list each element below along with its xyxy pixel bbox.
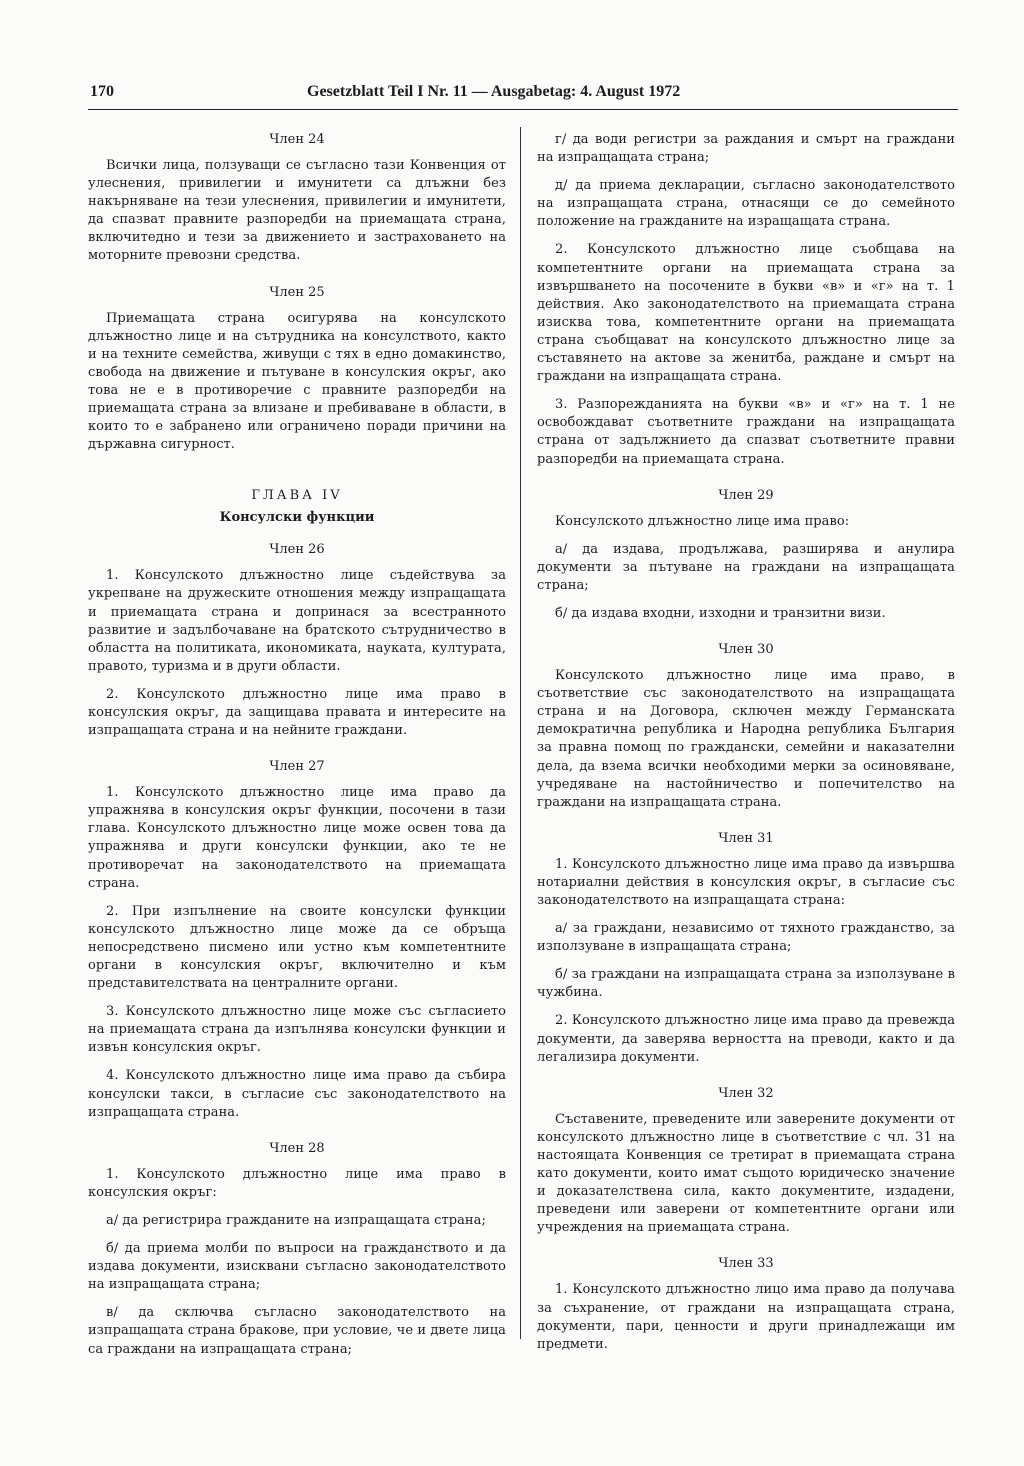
article-28-title: Член 28	[269, 1140, 325, 1156]
article-31-para-1: 1. Консулското длъжностно лице има право да извършва нотариални действия в консулския окръг, в съгласие със законодателството на изпращащата страна:	[537, 856, 955, 908]
article-27-para-3: 3. Консулското длъжностно лице може със съгласието на приемащата страна да изпълнява консулски функции и извън консулския окръг.	[88, 1004, 506, 1056]
article-31-title: Член 31	[718, 830, 774, 846]
article-28-para-b: б/ да приема молби по въпроси на гражданството и да издава документи, изисквани съгласно законодателството на изпращащата страна;	[88, 1241, 506, 1293]
article-24-title: Член 24	[269, 132, 325, 147]
page-number: 170	[90, 83, 114, 100]
article-28-para-2: 2. Консулското длъжностно лице съобщава на компетентните органи на приемащата страна за извършването на посочените в букви «в» и «г» на т. 1 действия. Ако законодателството на приемащата страна изисква това, компетентните органи на приемащата страна съобщават на консулското длъжностно лице за съставянето на актове за женитба, раждане и смърт на граждани на изпращащата страна.	[537, 242, 955, 385]
article-26-title: Член 26	[269, 542, 325, 558]
chapter-subtitle: Консулски функции	[219, 510, 375, 526]
article-29-para-b: б/ да издава входни, изходни и транзитни визи.	[555, 605, 886, 621]
article-29-para-a: а/ да издава, продължава, разширява и анулира документи за пътуване на граждани на изпращащата страна;	[537, 541, 955, 593]
article-30-text: Консулското длъжностно лице има право, в съответствие със законодателството на изпращащата страна и на Договора, сключен между Германската демократична република и Народна република България за правна помощ по граждански, семейни и наказателни дела, да взема всички необходими мерки за осиновяване, учредяване на настойничество и попечителство на граждани на изпращащата страна.	[537, 668, 955, 810]
article-26-para-2: 2. Консулското длъжностно лице има право в консулския окръг, да защищава правата и интересите на изпращащата страна и на нейните граждани.	[88, 686, 506, 739]
article-31-para-2: 2. Консулското длъжностно лице има право да превежда документи, да заверява верността на преводи, както и да легализира документи.	[537, 1013, 955, 1065]
article-27-para-1: 1. Консулското длъжностно лице има право да упражнява в консулския окръг функции, посочени в тази глава. Консулското длъжностно лице може освен това да упражнява и други консулски функции, ако те не противоречат на законодателството на приемащата страна.	[88, 785, 506, 891]
article-33-text: 1. Консулското длъжностно лицо има право да получава за съхранение, от граждани на изпращащата страна, документи, пари, ценности и други принадлежащи им предмети.	[537, 1282, 955, 1352]
column-divider	[520, 127, 521, 1339]
running-title: Gesetzblatt Teil I Nr. 11 — Ausgabetag: 4. August 1972	[307, 83, 681, 100]
article-28-para-a: а/ да регистрира гражданите на изпращащата страна;	[106, 1212, 486, 1228]
article-28-para-3: 3. Разпорежданията на букви «в» и «г» на т. 1 не освобождават съответните граждани на изпращащата страна от задължнието да спазват съответните правни разпоредби на приемащата страна.	[537, 397, 955, 467]
article-27-para-4: 4. Консулското длъжностно лице има право да събира консулски такси, в съгласие със законодателството на изпращащата страна.	[88, 1068, 506, 1120]
article-32-title: Член 32	[718, 1085, 774, 1101]
article-31-para-b: б/ за граждани на изпращащата страна за използуване в чужбина.	[537, 967, 955, 1001]
article-25-text: Приемащата страна осигурява на консулското длъжностно лице и на сътрудника на консулството, както и на техните семейства, живущи с тях в едно домакинство, свобода на движение и пътуване в консулския окръг, ако това не е в противоречие с правните разпоредби на приемащата страна за влизане и пребиваване в области, в които то е забранено или ограничено поради причини на държавна сигурност.	[88, 310, 506, 453]
article-29-para-1: Консулското длъжностно лице има право:	[555, 513, 850, 529]
article-26-para-1: 1. Консулското длъжностно лице съдействува за укрепване на дружеските отношения между изпращащата и приемащата страна и допринася за всестранното развитие и задълбочаване на братското сътрудничество в областта на политиката, икономиката, науката, културата, правото, туризма и в други области.	[88, 568, 506, 674]
header-rule	[88, 109, 958, 110]
left-column	[88, 131, 506, 1369]
article-28-para-v: в/ да сключва съгласно законодателството на изпращащата страна бракове, при условие, че и двете лица са граждани на изпращащата страна;	[88, 1305, 506, 1357]
article-28-para-g: г/ да води регистри за раждания и смърт на граждани на изпращащата страна;	[537, 132, 955, 166]
article-25-title: Член 25	[269, 284, 325, 300]
article-30-title: Член 30	[718, 642, 774, 658]
article-28-para-1: 1. Консулското длъжностно лице има право в консулския окръг:	[88, 1166, 506, 1200]
article-28-para-d: д/ да приема декларации, съгласно законодателството на изпращащата страна, отнасящи се до семейното положение на гражданите на изращащата страна.	[537, 178, 955, 230]
article-27-title: Член 27	[269, 759, 325, 775]
article-33-title: Член 33	[718, 1256, 774, 1272]
article-32-text: Съставените, преведените или заверените документи от консулското длъжностно лице в съответствие с чл. 31 на настоящата Конвенция се третират в приемащата страна като документи, които имат същото юридическо значение и доказателствена сила, както документите, издадени, преведени или заверени от компетентните органи или учреждения на приемащата страна.	[537, 1111, 955, 1236]
article-31-para-a: а/ за граждани, независимо от тяхното гражданство, за използуване в изпращащата страна;	[537, 921, 955, 955]
article-27-para-2: 2. При изпълнение на своите консулски функции консулското длъжностно лице може да се обръща непосредствено писмено или устно към компетентните органи в консулския окръг, включително и към представителствата на централните органи.	[88, 903, 506, 992]
article-29-title: Член 29	[718, 487, 774, 503]
article-24-text: Всички лица, ползуващи се съгласно тази Конвенция от улеснения, привилегии и имунитети са длъжни без накърняване на тези улеснения, привилегии и имунитети, да спазват правните разпоредби на приемащата страна, включитедно и тези за движението и застраховането на моторните превозни средства.	[88, 158, 506, 264]
right-column	[537, 131, 955, 1364]
chapter-title: ГЛАВА IV	[251, 488, 343, 504]
